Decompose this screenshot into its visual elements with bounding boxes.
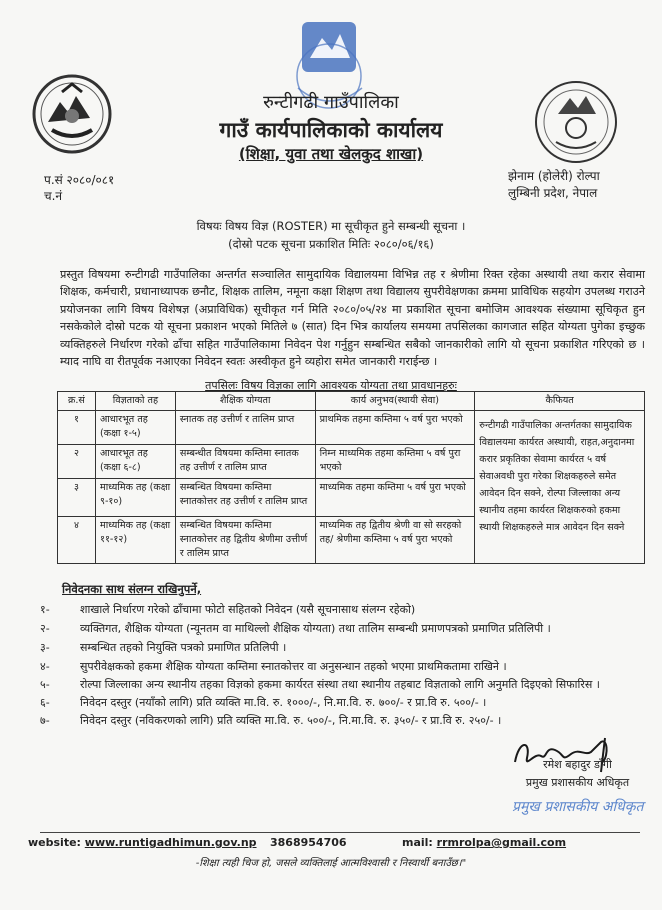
list-item-number: ५-	[40, 678, 50, 691]
table-row	[58, 411, 645, 445]
notice-subject: विषयः विषय विज्ञ (ROSTER) मा सूचीकृत हुने सम्बन्धी सूचना ।	[196, 219, 466, 233]
signatory-block	[510, 756, 645, 792]
row-sn: ३	[58, 479, 96, 517]
dispatch-number: च.नं	[44, 189, 63, 203]
signatory-title: प्रमुख प्रशासकीय अधिकृत	[525, 776, 630, 789]
footer-website	[28, 836, 257, 849]
list-item-number: २-	[40, 622, 50, 635]
row-experience: निम्न माध्यमिक तहमा कम्तिमा ५ वर्ष पुरा भएको	[315, 445, 475, 479]
list-item-text: सुपरीवेक्षकको हकमा शैक्षिक योग्यता कम्तिमा स्नातकोत्तर वा अनुसन्धान तहको भएमा प्राथमिकतामा राखिने ।	[80, 660, 507, 673]
notice-published-date: (दोस्रो पटक सूचना प्रकाशित मितिः २०८०/०६/१६)	[228, 237, 434, 251]
list-item	[40, 622, 640, 636]
website-link[interactable]: www.runtigadhimun.gov.np	[84, 836, 257, 849]
org-name: रुन्टीगढी गाउँपालिका	[263, 92, 399, 113]
row-experience: माध्यमिक तहमा कम्तिमा ५ वर्ष पुरा भएको	[315, 479, 475, 517]
signatory-name: रमेश बहादुर डाँगी	[543, 758, 612, 771]
mail-label: mail:	[402, 836, 433, 849]
row-qualification: सम्बन्धित विषयमा कम्तिमा स्नातकोत्तर तह उत्तीर्ण र तालिम प्राप्त	[175, 479, 315, 517]
list-item	[40, 641, 640, 655]
row-level: माध्यमिक तह (कक्षा ९-१०)	[95, 479, 175, 517]
list-item	[40, 660, 640, 674]
row-qualification: सम्बन्धित विषयमा कम्तिमा स्नातकोत्तर तह द्वितीय श्रेणीमा उत्तीर्ण र तालिम प्राप्त	[175, 517, 315, 564]
row-level: माध्यमिक तह (कक्षा ११-१२)	[95, 517, 175, 564]
list-item-number: ६-	[40, 696, 50, 709]
footer-mail	[402, 836, 566, 849]
list-item	[40, 603, 640, 617]
row-experience: माध्यमिक तह द्वितीय श्रेणी वा सो सरहको तह/ श्रेणीमा कम्तिमा ५ वर्ष पुरा भएको	[315, 517, 475, 564]
list-item-text: शाखाले निर्धारण गरेको ढाँचामा फोटो सहितको निवेदन (यसै सूचनासाथ संलग्न रहेको)	[80, 603, 416, 616]
reference-number: प.सं २०८०/०८१	[44, 173, 115, 187]
col-header-level: विज्ञताको तह	[95, 392, 175, 411]
footer-divider	[40, 832, 640, 833]
location-line1: झेनाम (होलेरी) रोल्पा	[508, 169, 600, 183]
list-item	[40, 696, 640, 710]
row-experience: प्राथमिक तहमा कम्तिमा ५ वर्ष पुरा भएको	[315, 411, 475, 445]
footer-slogan: -शिक्षा त्यही चिज हो, जसले व्यक्तिलाई आत्मविश्वासी र निस्वार्थी बनाउँछ।"	[195, 858, 467, 869]
list-item-text: रोल्पा जिल्लाका अन्य स्थानीय तहका विज्ञको हकमा कार्यरत संस्था तथा स्थानीय तहबाट विज्ञताको लागि अनुमति दिइएको सिफारिस ।	[80, 678, 600, 691]
list-item	[40, 714, 640, 728]
list-item-number: ३-	[40, 641, 50, 654]
list-item-number: ४-	[40, 660, 50, 673]
section-name: (शिक्षा, युवा तथा खेलकुद शाखा)	[238, 145, 424, 163]
list-item-number: १-	[40, 603, 50, 616]
notice-body: प्रस्तुत विषयमा रुन्टीगढी गाउँपालिका अन्तर्गत सञ्चालित सामुदायिक विद्यालयमा विभिन्न तह र श्रेणीमा रिक्त रहेका अस्थायी तथा करार सेवामा शिक्षक, कर्मचारी, प्रधानाध्यापक छनौट, शिक्षक तालिम, नमूना कक्षा शिक्षण तथा विद्यालय सुपरीवेक्षणका क्रममा प्राविधिक सहयोग उपलब्ध गराउने प्रयोजनका लागि विषय विशेषज्ञ (अप्राविधिक) सूचीकृत गर्न मिति २०८०/०५/२४ मा प्रकाशित सूचना बमोजिम आवश्यक संख्यामा सूचिकृत हुन नसकेकोले दोस्रो पटक यो सूचना प्रकाशन भएको मितिले ७ (सात) दिन भित्र कार्यालय समयमा तपसिलका कागजात सहित योग्यता पुगेका इच्छुक व्यक्तिहरुले निर्धारण गरेको ढाँचा सहित गाउँपालिकामा निवेदन पेश गर्नुहुन सम्बन्धित सबैको जानकारीको लागि यो सूचना प्रकाशित गरिएको छ । म्याद नाघि वा रीतपूर्वक नआएका निवेदन स्वतः अस्वीकृत हुने व्यहोरा समेत जानकारी गराईन्छ ।	[60, 268, 645, 369]
row-remarks: रुन्टीगढी गाउँपालिका अन्तर्गतका सामुदायिक विद्यालयमा कार्यरत अस्थायी, राहत,अनुदानमा करार प्रकृतिका सेवामा कार्यरत ५ वर्ष सेवाअवधी पुरा गरेका शिक्षकहरुले समेत आवेदन दिन सक्ने, रोल्पा जिल्लाका अन्य स्थानीय तहमा कार्यरत शिक्षकरुको हकमा स्थायी शिक्षकहरुले मात्र आवेदन दिन सक्ने	[475, 411, 645, 564]
table-caption: तपसिलः विषय विज्ञका लागि आवश्यक योग्यता तथा प्रावधानहरुः	[205, 379, 457, 392]
list-item-number: ७-	[40, 714, 50, 727]
row-level: आधारभूत तह (कक्षा ६-८)	[95, 445, 175, 479]
row-sn: १	[58, 411, 96, 445]
table-header-row	[58, 392, 645, 411]
location-line2: लुम्बिनी प्रदेश, नेपाल	[508, 186, 598, 200]
footer-phone: 3868954706	[270, 836, 347, 849]
list-item-text: निवेदन दस्तुर (नयाँको लागि) प्रति व्यक्ति मा.वि. रु. १०००/-, नि.मा.वि. रु. ७००/- र प्रा.वि रु. ५००/- ।	[80, 696, 487, 709]
list-item-text: सम्बन्धित तहको नियुक्ति पत्रको प्रमाणित प्रतिलिपी ।	[80, 641, 287, 654]
col-header-remarks: कैफियत	[475, 392, 645, 411]
requirements-table	[57, 391, 645, 564]
website-label: website:	[28, 836, 81, 849]
list-item-text: व्यक्तिगत, शैक्षिक योग्यता (न्यूनतम वा माथिल्लो शैक्षिक योग्यता) तथा तालिम सम्बन्धी प्रमाणपत्रको प्रमाणित प्रतिलिपी ।	[80, 622, 551, 635]
list-item-text: निवेदन दस्तुर (नविकरणको लागि) प्रति व्यक्ति मा.वि. रु. ५००/-, नि.मा.वि. रु. ३५०/- र प्रा.वि रु. २५०/- ।	[80, 714, 502, 727]
row-sn: ४	[58, 517, 96, 564]
col-header-qualification: शैक्षिक योग्यता	[175, 392, 315, 411]
row-qualification: सम्बन्धीत विषयमा कम्तिमा स्नातक तह उत्तीर्ण र तालिम प्राप्त	[175, 445, 315, 479]
row-qualification: स्नातक तह उत्तीर्ण र तालिम प्राप्त	[175, 411, 315, 445]
mail-link[interactable]: rrmrolpa@gmail.com	[436, 836, 567, 849]
col-header-sn: क्र.सं	[58, 392, 96, 411]
row-sn: २	[58, 445, 96, 479]
designation-stamp: प्रमुख प्रशासकीय अधिकृत	[512, 799, 644, 815]
list-item	[40, 678, 640, 692]
col-header-experience: कार्य अनुभव(स्थायी सेवा)	[315, 392, 475, 411]
documents-heading: निवेदनका साथ संलग्न राखिनुपर्ने,	[62, 582, 202, 596]
row-level: आधारभूत तह (कक्षा १-५)	[95, 411, 175, 445]
office-name: गाउँ कार्यपालिकाको कार्यालय	[219, 118, 443, 142]
